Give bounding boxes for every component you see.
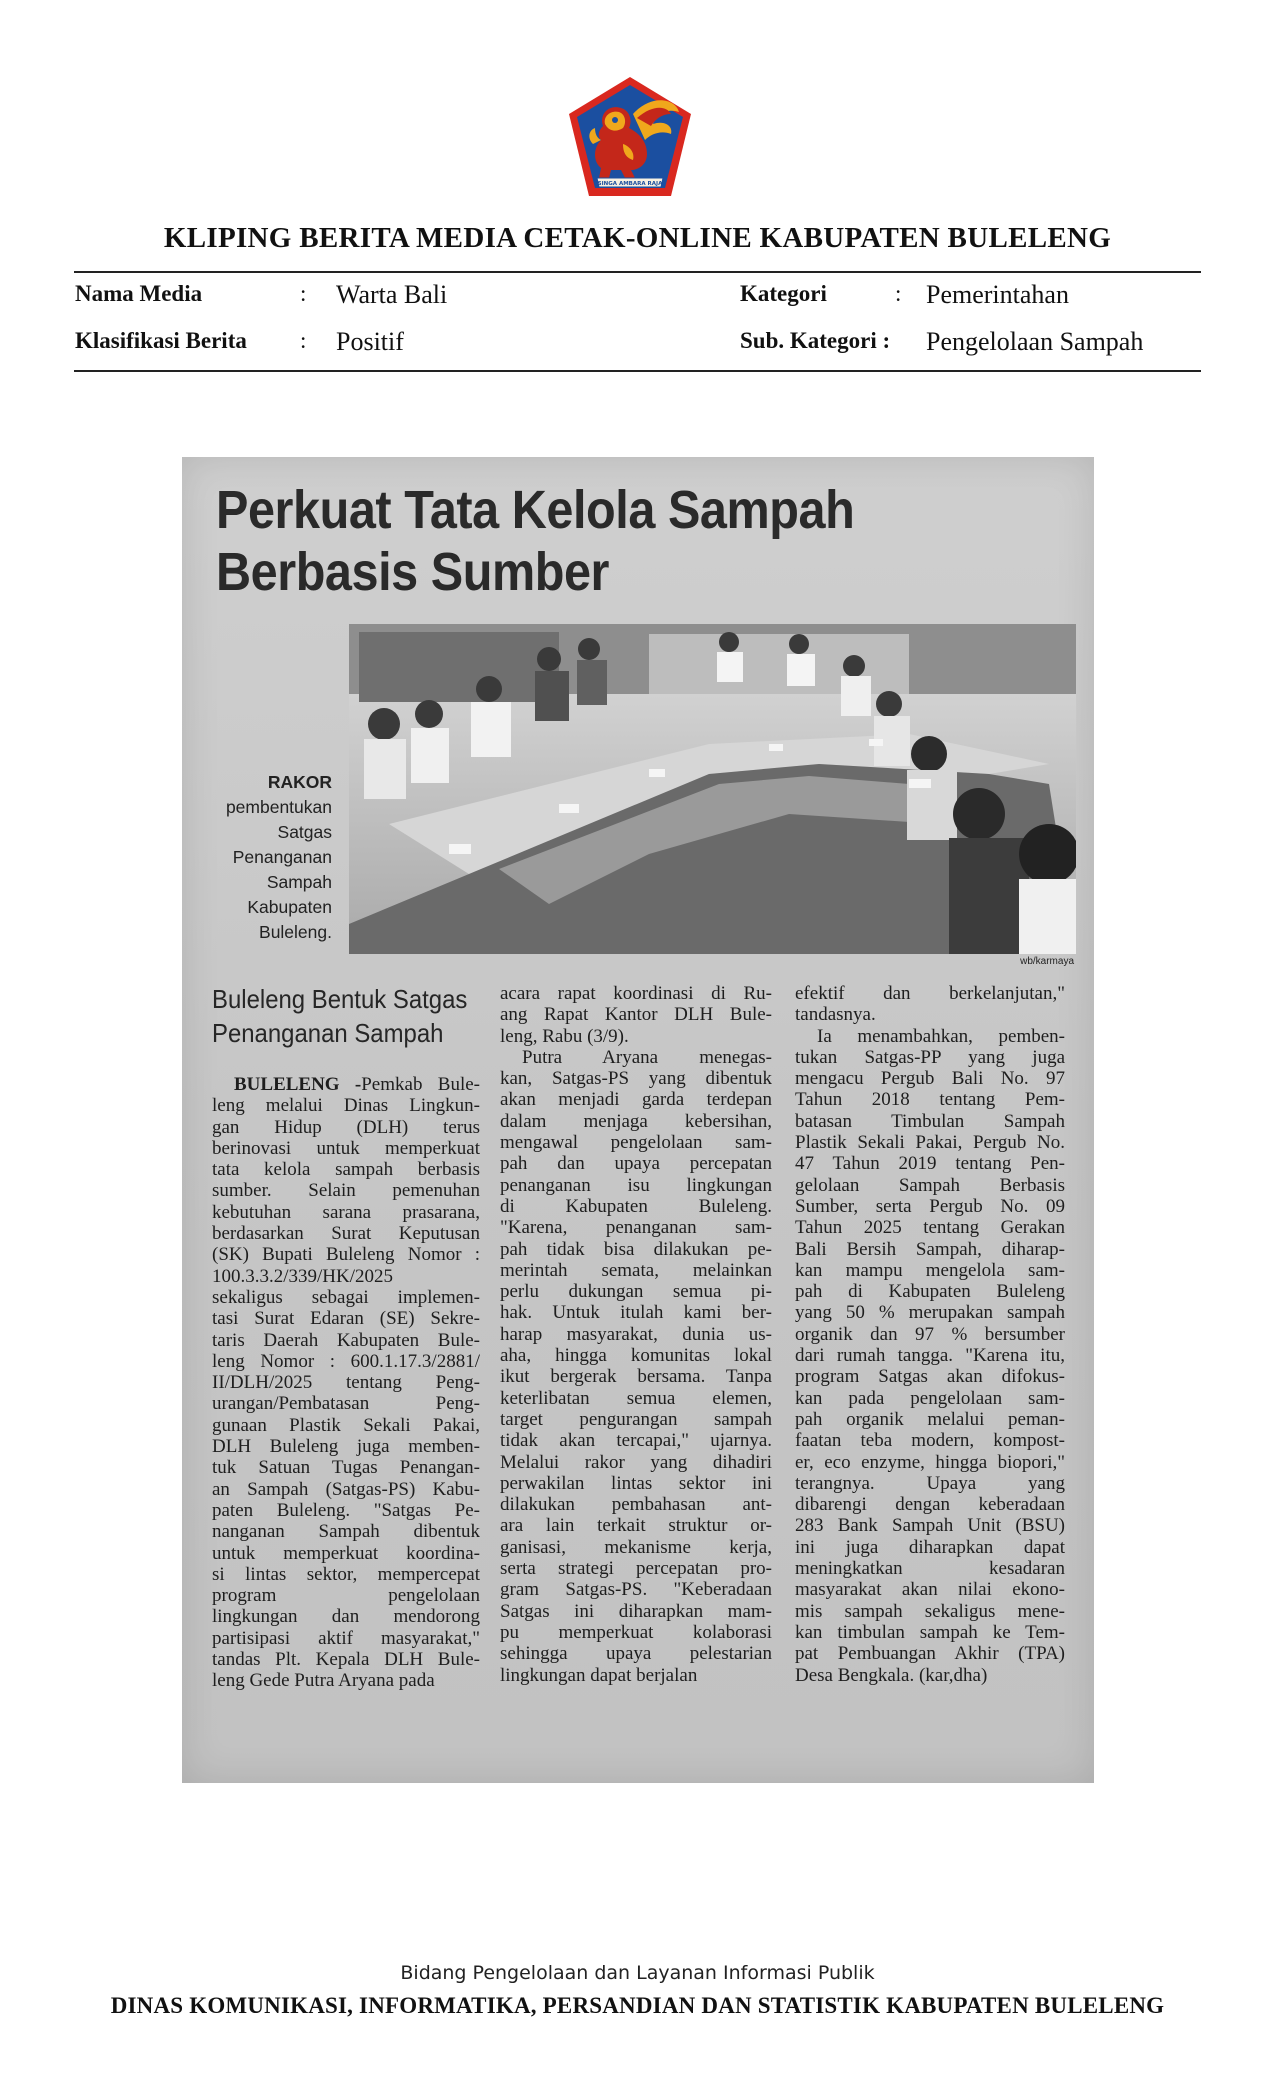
article-line: hak. Untuk itulah kami ber- xyxy=(500,1302,772,1324)
article-line: 283 Bank Sampah Unit (BSU) xyxy=(795,1515,1065,1537)
subhead-line2: Penanganan Sampah xyxy=(212,1018,444,1048)
caption-line: Sampah xyxy=(266,872,332,892)
caption-line: pembentukan xyxy=(225,797,332,817)
meeting-photo xyxy=(349,624,1076,954)
media-colon: : xyxy=(300,281,307,306)
article-line xyxy=(212,1074,480,1095)
article-line: kebutuhan sarana prasarana, xyxy=(212,1201,480,1223)
article-line: organik dan 97 % bersumber xyxy=(795,1323,1065,1345)
article-line: gunaan Plastik Sekali Pakai, xyxy=(212,1414,480,1436)
article-line: leng Gede Putra Aryana pada xyxy=(212,1670,435,1692)
article-line: gelolaan Sampah Berbasis xyxy=(795,1174,1065,1196)
article-line: kan, Satgas-PS yang dibentuk xyxy=(500,1068,772,1090)
article-line: Bali Bersih Sampah, diharap- xyxy=(795,1238,1065,1260)
article-line: tandasnya. xyxy=(795,1004,876,1026)
article-line: tata kelola sampah berbasis xyxy=(212,1159,480,1181)
caption-line: Penanganan xyxy=(232,847,332,867)
article-line: ang Rapat Kantor DLH Bule- xyxy=(500,1004,772,1026)
photo-credit: wb/karmaya xyxy=(1020,956,1074,967)
article-line: program Satgas akan difokus- xyxy=(795,1366,1065,1388)
article-line: dibarengi dengan keberadaan xyxy=(795,1494,1065,1516)
classification-value: Positif xyxy=(336,327,404,356)
article-column-1 xyxy=(212,1074,480,1692)
article-line: taris Daerah Kabupaten Bule- xyxy=(212,1329,480,1351)
article-line: lingkungan dapat berjalan xyxy=(500,1664,698,1686)
article-line: partisipasi aktif masyarakat," xyxy=(212,1627,480,1649)
footer-division: Bidang Pengelolaan dan Layanan Informasi Publik xyxy=(400,1962,875,1984)
article-line: pah dan upaya percepatan xyxy=(500,1153,772,1175)
article-line: program pengelolaan xyxy=(212,1585,480,1607)
subcategory-value: Pengelolaan Sampah xyxy=(926,327,1144,356)
footer-agency: DINAS KOMUNIKASI, INFORMATIKA, PERSANDIAN DAN STATISTIK KABUPATEN BULELENG xyxy=(110,1993,1165,2018)
caption-line: Satgas xyxy=(277,822,332,842)
article-line: ikut bergerak bersama. Tanpa xyxy=(500,1366,772,1388)
article-line: 100.3.3.2/339/HK/2025 xyxy=(212,1265,394,1287)
kabupaten-buleleng-crest-icon xyxy=(563,74,697,202)
article-line: berdasarkan Surat Keputusan xyxy=(212,1223,480,1245)
article-line: tuk Satuan Tugas Penangan- xyxy=(212,1457,480,1479)
article-line: dari rumah tangga. "Karena itu, xyxy=(795,1345,1065,1367)
article-line: Tahun 2025 tentang Gerakan xyxy=(795,1217,1065,1239)
header-rule-top xyxy=(74,271,1201,273)
article-line: pah organik melalui peman- xyxy=(795,1408,1065,1430)
article-line: kan mampu mengelola sam- xyxy=(795,1259,1065,1281)
article-line: leng, Rabu (3/9). xyxy=(500,1025,629,1047)
article-line-text: Pemkab Bule- xyxy=(361,1074,480,1095)
article-line: batasan Timbulan Sampah xyxy=(795,1110,1065,1132)
article-line: faatan teba modern, kompost- xyxy=(795,1430,1065,1452)
article-line: Sumber, serta Pergub No. 09 xyxy=(795,1195,1065,1217)
article-line: Putra Aryana menegas- xyxy=(522,1046,772,1068)
article-line: ganisasi, mekanisme kerja, xyxy=(500,1536,772,1558)
article-line: Desa Bengkala. (kar,dha) xyxy=(795,1664,988,1686)
article-line: berinovasi untuk memperkuat xyxy=(212,1137,480,1159)
article-line: mis sampah sekaligus mene- xyxy=(795,1600,1065,1622)
caption-line: Buleleng. xyxy=(259,922,332,942)
document-title: KLIPING BERITA MEDIA CETAK-ONLINE KABUPATEN BULELENG xyxy=(163,222,1112,254)
article-line: gan Hidup (DLH) terus xyxy=(212,1116,480,1138)
article-line: merintah semata, melainkan xyxy=(500,1259,772,1281)
article-line: Tahun 2018 tentang Pem- xyxy=(795,1089,1065,1111)
article-line: ini juga diharapkan dapat xyxy=(795,1536,1065,1558)
article-line: leng Nomor : 600.1.17.3/2881/ xyxy=(212,1350,480,1372)
article-headline-line1: Perkuat Tata Kelola Sampah xyxy=(216,480,855,540)
article-column-3 xyxy=(795,983,1065,1686)
article-line: urangan/Pembatasan Peng- xyxy=(212,1393,480,1415)
article-line: tasi Surat Edaran (SE) Sekre- xyxy=(212,1308,480,1330)
article-line: masyarakat akan nilai ekono- xyxy=(795,1579,1065,1601)
article-line: acara rapat koordinasi di Ru- xyxy=(500,983,772,1004)
article-line: gram Satgas-PS. "Keberadaan xyxy=(500,1579,772,1601)
article-line: penanganan isu lingkungan xyxy=(500,1174,772,1196)
caption-lead: RAKOR xyxy=(267,772,332,792)
newspaper-clipping xyxy=(182,457,1094,1783)
classification-label: Klasifikasi Berita xyxy=(75,328,247,353)
article-line: dilakukan pembahasan ant- xyxy=(500,1494,772,1516)
classification-colon: : xyxy=(300,328,307,353)
article-line: mengawal pengelolaan sam- xyxy=(500,1132,772,1154)
header-rule-bottom xyxy=(74,370,1201,372)
article-line: leng melalui Dinas Lingkun- xyxy=(212,1095,480,1117)
subcategory-label: Sub. Kategori : xyxy=(740,328,891,353)
article-subhead xyxy=(212,982,479,1050)
article-line: sekaligus sebagai implemen- xyxy=(212,1286,480,1308)
crest-banner-text: SINGA AMBARA RAJA xyxy=(597,181,663,187)
article-line: untuk memperkuat koordina- xyxy=(212,1542,480,1564)
article-line: efektif dan berkelanjutan," xyxy=(795,983,1065,1004)
article-line: tandas Plt. Kepala DLH Bule- xyxy=(212,1649,480,1671)
article-line: akan menjadi garda terdepan xyxy=(500,1089,772,1111)
article-line: an Sampah (Satgas-PS) Kabu- xyxy=(212,1478,480,1500)
article-line: aha, hingga komunitas lokal xyxy=(500,1345,772,1367)
article-line: pah tidak bisa dilakukan pe- xyxy=(500,1238,772,1260)
media-label: Nama Media xyxy=(75,281,203,306)
article-line: meningkatkan kesadaran xyxy=(795,1558,1065,1580)
article-line: si lintas sektor, mempercepat xyxy=(212,1563,480,1585)
article-line: tidak akan tercapai," ujarnya. xyxy=(500,1430,772,1452)
subhead-line1: Buleleng Bentuk Satgas xyxy=(212,984,468,1014)
photo-caption xyxy=(192,770,332,945)
article-line: Ia menambahkan, pemben- xyxy=(817,1025,1065,1047)
article-line: dalam menjaga kebersihan, xyxy=(500,1110,772,1132)
article-line: (SK) Bupati Buleleng Nomor : xyxy=(212,1244,480,1266)
article-line: DLH Buleleng juga memben- xyxy=(212,1436,480,1458)
caption-line: Kabupaten xyxy=(247,897,332,917)
article-line: sehingga upaya pelestarian xyxy=(500,1643,772,1665)
article-headline-line2: Berbasis Sumber xyxy=(216,542,610,602)
article-line: sumber. Selain pemenuhan xyxy=(212,1180,480,1202)
article-line: perwakilan lintas sektor ini xyxy=(500,1472,772,1494)
article-dateline: BULELENG - xyxy=(234,1074,362,1095)
caption-text xyxy=(192,795,332,945)
article-line: Plastik Sekali Pakai, Pergub No. xyxy=(795,1132,1065,1154)
article-line: tukan Satgas-PP yang juga xyxy=(795,1046,1065,1068)
media-value: Warta Bali xyxy=(336,280,448,309)
category-label: Kategori xyxy=(740,281,827,306)
article-line: harap masyarakat, dunia us- xyxy=(500,1323,772,1345)
article-line: "Karena, penanganan sam- xyxy=(500,1217,772,1239)
article-line: di Kabupaten Buleleng. xyxy=(500,1195,772,1217)
article-line: keterlibatan semua elemen, xyxy=(500,1387,772,1409)
article-line: II/DLH/2025 tentang Peng- xyxy=(212,1372,480,1394)
article-line: yang 50 % merupakan sampah xyxy=(795,1302,1065,1324)
article-line: paten Buleleng. "Satgas Pe- xyxy=(212,1499,480,1521)
article-line: Satgas ini diharapkan mam- xyxy=(500,1600,772,1622)
article-line: mengacu Pergub Bali No. 97 xyxy=(795,1068,1065,1090)
article-line: kan timbulan sampah ke Tem- xyxy=(795,1621,1065,1643)
article-line: lingkungan dan mendorong xyxy=(212,1606,480,1628)
article-line: serta strategi percepatan pro- xyxy=(500,1558,772,1580)
article-line: 47 Tahun 2019 tentang Pen- xyxy=(795,1153,1065,1175)
category-colon: : xyxy=(895,281,902,306)
article-line: pu memperkuat kolaborasi xyxy=(500,1621,772,1643)
article-column-2 xyxy=(500,983,772,1686)
article-line: kan pada pengelolaan sam- xyxy=(795,1387,1065,1409)
article-line: terangnya. Upaya yang xyxy=(795,1472,1065,1494)
article-line: pat Pembuangan Akhir (TPA) xyxy=(795,1643,1065,1665)
article-line: er, eco enzyme, hingga biopori," xyxy=(795,1451,1065,1473)
article-line: pah di Kabupaten Buleleng xyxy=(795,1281,1065,1303)
article-line: ara lain terkait struktur or- xyxy=(500,1515,772,1537)
article-line: nanganan Sampah dibentuk xyxy=(212,1521,480,1543)
category-value: Pemerintahan xyxy=(926,280,1069,309)
article-line: target pengurangan sampah xyxy=(500,1408,772,1430)
article-line: Melalui rakor yang dihadiri xyxy=(500,1451,772,1473)
article-line: perlu dukungan semua pi- xyxy=(500,1281,772,1303)
